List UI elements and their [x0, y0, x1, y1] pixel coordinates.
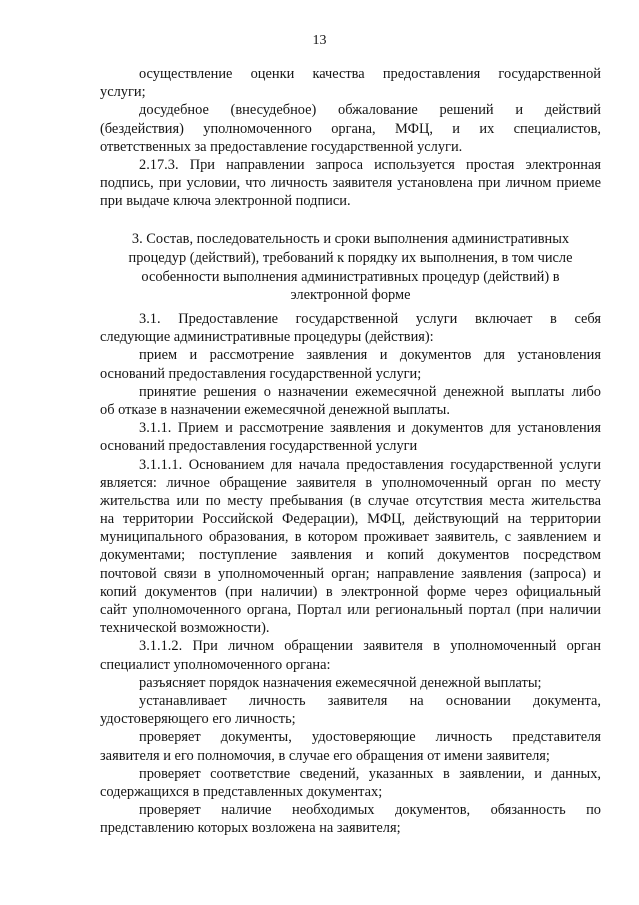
text-line: заявителя и его полномочия, в случае его обращения от имени заявителя;	[100, 747, 550, 764]
text-line: документами; поступление заявления и копий документов посредством	[100, 547, 601, 564]
text-line: следующие административные процедуры (действия):	[100, 329, 434, 346]
heading-line: электронной форме	[290, 287, 411, 304]
text-line: 3.1.1.1. Основанием для начала предоставления государственной услуги	[139, 456, 601, 473]
text-line: удостоверяющего его личность;	[100, 711, 296, 728]
text-line: об отказе в назначении ежемесячной денежной выплаты.	[100, 401, 450, 418]
text-line: 3.1. Предоставление государственной услуги включает в себя	[139, 311, 601, 327]
text-line: специалист уполномоченного органа:	[100, 656, 331, 673]
text-line: проверяет документы, удостоверяющие личность представителя	[139, 729, 601, 746]
text-line: жительства или по месту пребывания (в случае отсутствия места жительства	[100, 492, 601, 509]
text-line: является: личное обращение заявителя в уполномоченный орган по месту	[100, 474, 601, 491]
text-line: подпись, при условии, что личность заявителя установлена при личном приеме	[100, 175, 601, 192]
text-line: оснований предоставления государственной услуги	[100, 438, 418, 455]
text-line: оснований предоставления государственной услуги;	[100, 365, 422, 382]
text-line: на территории Российской Федерации), МФЦ, действующий на территории	[100, 511, 601, 528]
text-line: муниципального образования, в котором проживает заявитель, с заявлением и	[100, 529, 601, 546]
text-line: (бездействия) уполномоченного органа, МФЦ, и их специалистов,	[100, 120, 601, 137]
heading-line: особенности выполнения административных процедур (действий) в	[141, 268, 560, 285]
text-line: сайт уполномоченного органа, Портал или региональный портал (при наличии	[100, 602, 601, 618]
text-line: устанавливает личность заявителя на основании документа,	[139, 692, 601, 709]
page-number: 13	[312, 33, 327, 48]
text-line: при выдаче ключа электронной подписи.	[100, 193, 351, 210]
text-line: осуществление оценки качества предоставления государственной	[139, 66, 601, 82]
heading-line: 3. Состав, последовательность и сроки выполнения административных	[131, 231, 570, 247]
text-line: разъясняет порядок назначения ежемесячной денежной выплаты;	[139, 674, 542, 691]
text-line: копий документов (при наличии) в электронной форме через официальный	[100, 583, 601, 600]
text-line: 3.1.1. Прием и рассмотрение заявления и документов для установления	[139, 420, 601, 437]
section-heading	[100, 230, 601, 305]
text-line: 2.17.3. При направлении запроса используется простая электронная	[139, 156, 601, 173]
text-line: технической возможности).	[100, 620, 270, 637]
heading-line: процедур (действий), требований к порядку их выполнения, в том числе	[128, 249, 573, 266]
text-line: почтовой связи в уполномоченный орган; направление заявления (запроса) и	[100, 565, 601, 582]
text-line: проверяет наличие необходимых документов, обязанность по	[139, 802, 601, 819]
text-line: представлению которых возложена на заявителя;	[100, 820, 401, 837]
text-line: досудебное (внесудебное) обжалование решений и действий	[139, 102, 601, 119]
top-paragraphs	[100, 65, 601, 211]
text-line: принятие решения о назначении ежемесячной денежной выплаты либо	[139, 383, 601, 400]
text-line: 3.1.1.2. При личном обращении заявителя в уполномоченный орган	[139, 638, 601, 655]
text-line: проверяет соответствие сведений, указанных в заявлении, и данных,	[139, 765, 601, 782]
text-line: услуги;	[100, 84, 146, 101]
text-line: прием и рассмотрение заявления и документов для установления	[139, 347, 601, 364]
text-line: содержащихся в представленных документах;	[100, 783, 383, 800]
section-body	[100, 310, 601, 837]
text-line: ответственных за предоставление государственной услуги.	[100, 138, 463, 155]
